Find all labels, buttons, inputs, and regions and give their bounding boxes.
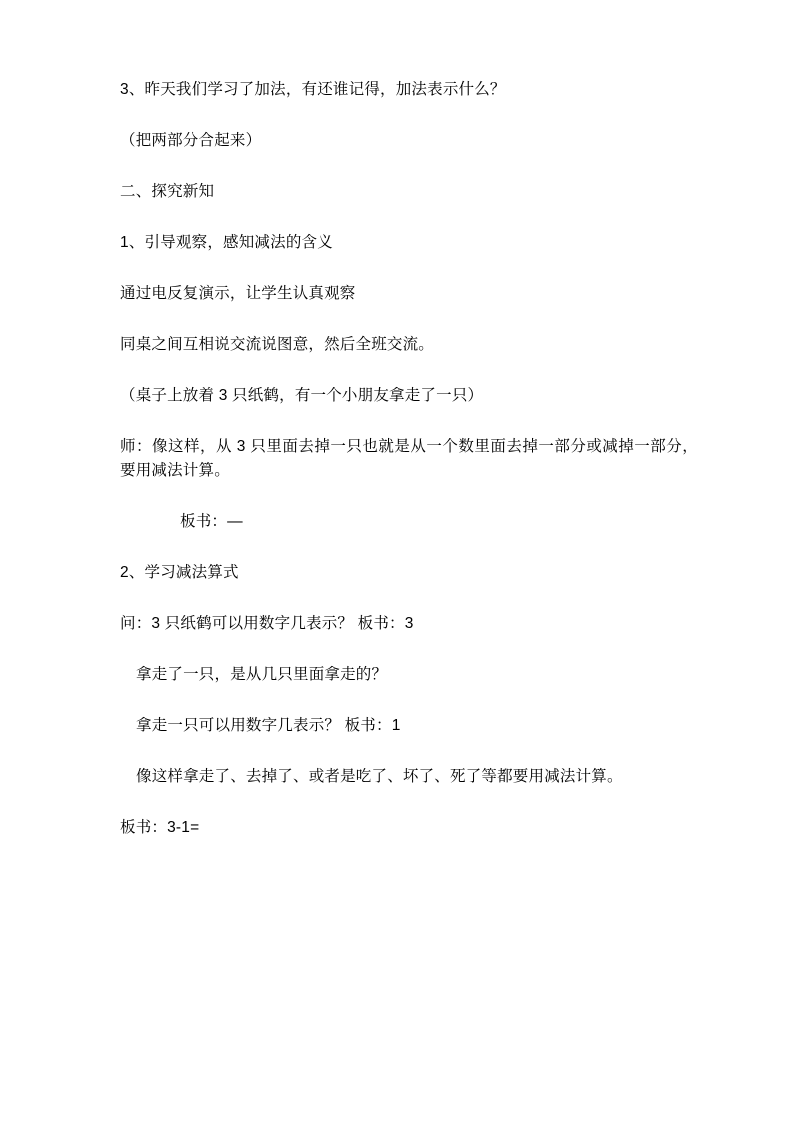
paragraph: 二、探究新知 (120, 183, 215, 201)
paragraph: （把两部分合起来） (120, 132, 262, 150)
paragraph: 1、引导观察，感知减法的含义 (120, 234, 333, 252)
paragraph: （桌子上放着 3 只纸鹤，有一个小朋友拿走了一只） (120, 387, 484, 405)
document-body (118, 78, 698, 840)
paragraph: 3、昨天我们学习了加法，有还谁记得，加法表示什么？ (120, 81, 506, 98)
paragraph: 拿走了一只，是从几只里面拿走的？ (136, 666, 388, 684)
paragraph: 问：3 只纸鹤可以用数字几表示？ 板书：3 (120, 615, 414, 633)
paragraph: 同桌之间互相说交流说图意，然后全班交流。 (120, 336, 435, 354)
paragraph: 2、学习减法算式 (120, 564, 239, 582)
paragraph: 拿走一只可以用数字几表示？ 板书：1 (136, 717, 401, 735)
paragraph: 通过电反复演示，让学生认真观察 (120, 285, 356, 303)
paragraph: 像这样拿走了、去掉了、或者是吃了、坏了、死了等都要用减法计算。 (136, 768, 623, 786)
paragraph: 板书：— (180, 513, 243, 531)
paragraph: 师：像这样，从 3 只里面去掉一只也就是从一个数里面去掉一部分或减掉一部分，要用减法计算。 (120, 438, 698, 480)
paragraph: 板书：3-1= (120, 819, 200, 837)
